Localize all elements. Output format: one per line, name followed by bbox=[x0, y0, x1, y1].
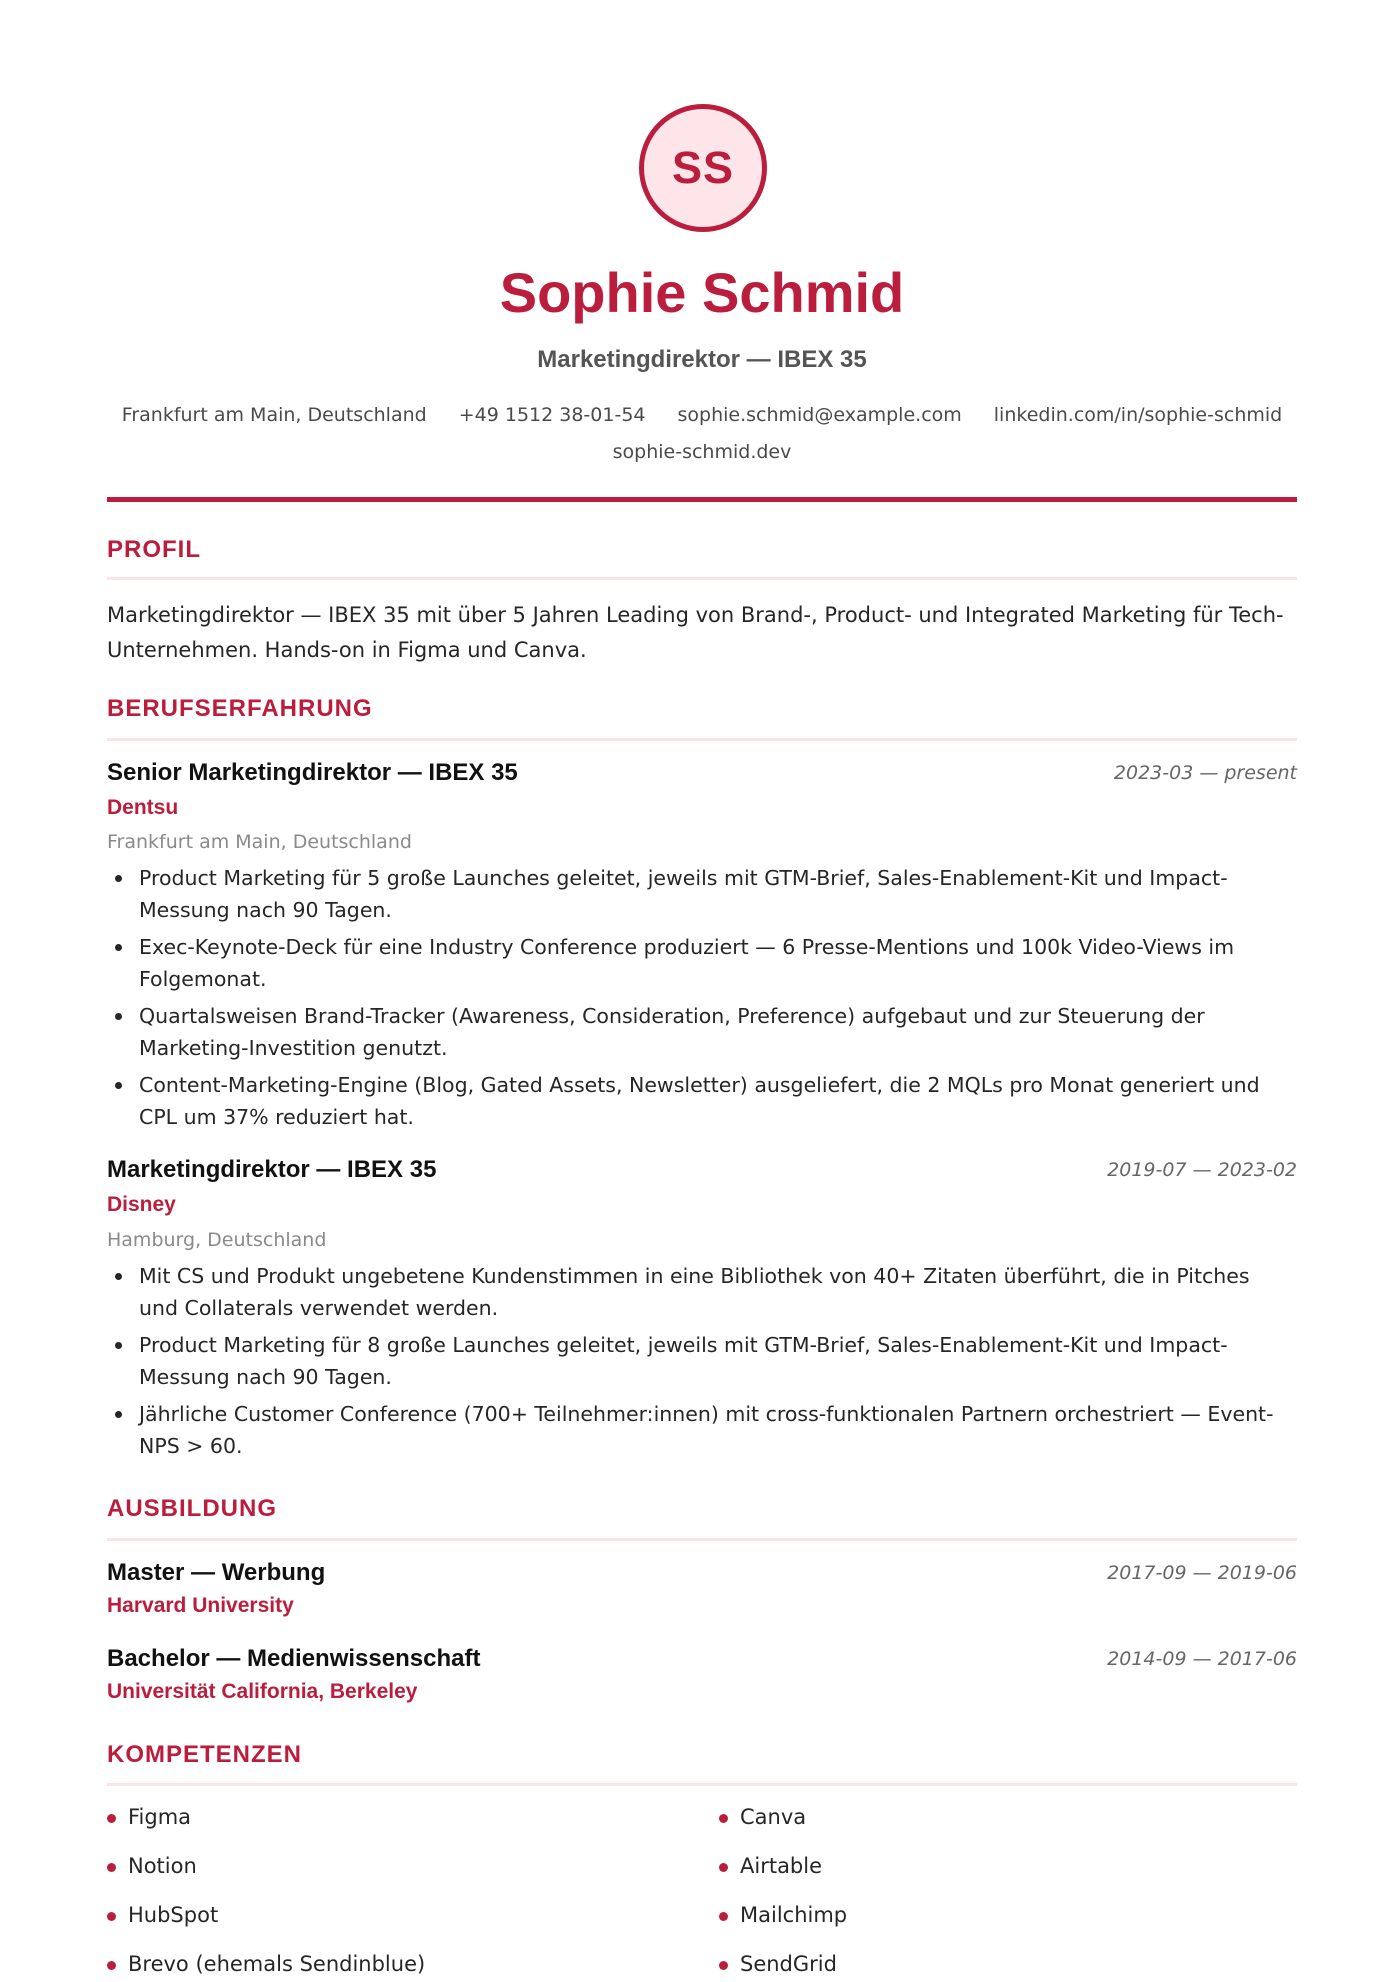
contact-website[interactable]: sophie-schmid.dev bbox=[612, 441, 792, 463]
skill-label: HubSpot bbox=[128, 1903, 219, 1927]
profile-summary: Marketingdirektor — IBEX 35 mit über 5 Jahren Leading von Brand-, Product- und Integrated Marketing für Tech-Unternehmen. Hands-on in Figma und Canva. bbox=[107, 603, 1284, 662]
achievement-item: Content-Marketing-Engine (Blog, Gated Assets, Newsletter) ausgeliefert, die 2 MQLs pro Monat generiert und CPL um 37% reduziert hat. bbox=[139, 1069, 1297, 1133]
job-location: Hamburg, Deutschland bbox=[107, 1229, 327, 1251]
education-school: Universität California, Berkeley bbox=[107, 1680, 418, 1703]
job-dates: 2019-07 — 2023-02 bbox=[1107, 1159, 1297, 1181]
skill-item bbox=[719, 1849, 1297, 1884]
skill-label: Figma bbox=[128, 1805, 192, 1829]
job-role: Senior Marketingdirektor — IBEX 35 bbox=[107, 759, 518, 786]
section-title-experience: BERUFSERFAHRUNG bbox=[107, 695, 373, 722]
job-achievements bbox=[107, 1260, 1297, 1467]
achievement-item: Jährliche Customer Conference (700+ Teilnehmer:innen) mit cross-funktionalen Partnern orchestriert — Event-NPS > 60. bbox=[139, 1398, 1297, 1462]
contact-email[interactable]: sophie.schmid@example.com bbox=[677, 404, 962, 426]
bullet-dot-icon bbox=[719, 1961, 728, 1970]
contact-phone[interactable]: +49 1512 38-01-54 bbox=[458, 404, 646, 426]
contact-row-2 bbox=[107, 438, 1297, 466]
section-divider bbox=[107, 1783, 1297, 1786]
section-divider bbox=[107, 1538, 1297, 1541]
bullet-dot-icon bbox=[719, 1912, 728, 1921]
skill-item bbox=[107, 1947, 719, 1982]
education-school: Harvard University bbox=[107, 1594, 294, 1617]
avatar bbox=[639, 104, 767, 232]
job-company: Dentsu bbox=[107, 796, 179, 819]
education-degree: Bachelor — Medienwissenschaft bbox=[107, 1645, 481, 1672]
skill-item bbox=[719, 1947, 1297, 1982]
section-title-education: AUSBILDUNG bbox=[107, 1495, 277, 1522]
bullet-dot-icon bbox=[719, 1814, 728, 1823]
skill-item bbox=[107, 1898, 719, 1933]
bullet-dot-icon bbox=[107, 1961, 116, 1970]
job-role: Marketingdirektor — IBEX 35 bbox=[107, 1156, 437, 1183]
candidate-name: Sophie Schmid bbox=[499, 261, 905, 324]
section-title-profile: PROFIL bbox=[107, 536, 201, 563]
education-degree: Master — Werbung bbox=[107, 1559, 326, 1586]
achievement-item: Product Marketing für 8 große Launches geleitet, jeweils mit GTM-Brief, Sales-Enablement-Kit und Impact-Messung nach 90 Tagen. bbox=[139, 1329, 1297, 1393]
candidate-headline: Marketingdirektor — IBEX 35 bbox=[537, 346, 867, 373]
skill-item bbox=[719, 1800, 1297, 1835]
achievement-item: Product Marketing für 5 große Launches geleitet, jeweils mit GTM-Brief, Sales-Enablement-Kit und Impact-Messung nach 90 Tagen. bbox=[139, 862, 1297, 926]
education-dates: 2014-09 — 2017-06 bbox=[1107, 1648, 1297, 1670]
skill-label: Canva bbox=[740, 1805, 807, 1829]
bullet-dot-icon bbox=[107, 1814, 116, 1823]
skill-label: Brevo (ehemals Sendinblue) bbox=[128, 1952, 426, 1976]
skill-item bbox=[719, 1898, 1297, 1933]
skills-list bbox=[107, 1800, 1297, 1982]
header-divider bbox=[107, 497, 1297, 502]
bullet-dot-icon bbox=[107, 1863, 116, 1872]
job-dates: 2023-03 — present bbox=[1113, 762, 1297, 784]
contact-location: Frankfurt am Main, Deutschland bbox=[121, 404, 427, 426]
section-divider bbox=[107, 738, 1297, 741]
achievement-item: Quartalsweisen Brand-Tracker (Awareness, Consideration, Preference) aufgebaut und zur Steuerung der Marketing-Investition genutzt. bbox=[139, 1000, 1297, 1064]
achievement-item: Exec-Keynote-Deck für eine Industry Conference produziert — 6 Presse-Mentions und 100k Video-Views im Folgemonat. bbox=[139, 931, 1297, 995]
education-dates: 2017-09 — 2019-06 bbox=[1107, 1562, 1297, 1584]
section-divider bbox=[107, 577, 1297, 580]
contact-row bbox=[107, 401, 1297, 429]
section-title-skills: KOMPETENZEN bbox=[107, 1741, 303, 1768]
avatar-initials: SS bbox=[671, 142, 735, 193]
job-achievements bbox=[107, 862, 1297, 1138]
achievement-item: Mit CS und Produkt ungebetene Kundenstimmen in eine Bibliothek von 40+ Zitaten überführt, die in Pitches und Collaterals verwendet werden. bbox=[139, 1260, 1297, 1324]
bullet-dot-icon bbox=[107, 1912, 116, 1921]
skill-label: Airtable bbox=[740, 1854, 823, 1878]
job-company: Disney bbox=[107, 1193, 176, 1216]
skill-label: SendGrid bbox=[740, 1952, 837, 1976]
skill-item bbox=[107, 1849, 719, 1884]
job-location: Frankfurt am Main, Deutschland bbox=[107, 831, 412, 853]
skill-label: Mailchimp bbox=[740, 1903, 848, 1927]
contact-linkedin[interactable]: linkedin.com/in/sophie-schmid bbox=[993, 404, 1283, 426]
skill-item bbox=[107, 1800, 719, 1835]
bullet-dot-icon bbox=[719, 1863, 728, 1872]
skill-label: Notion bbox=[128, 1854, 197, 1878]
